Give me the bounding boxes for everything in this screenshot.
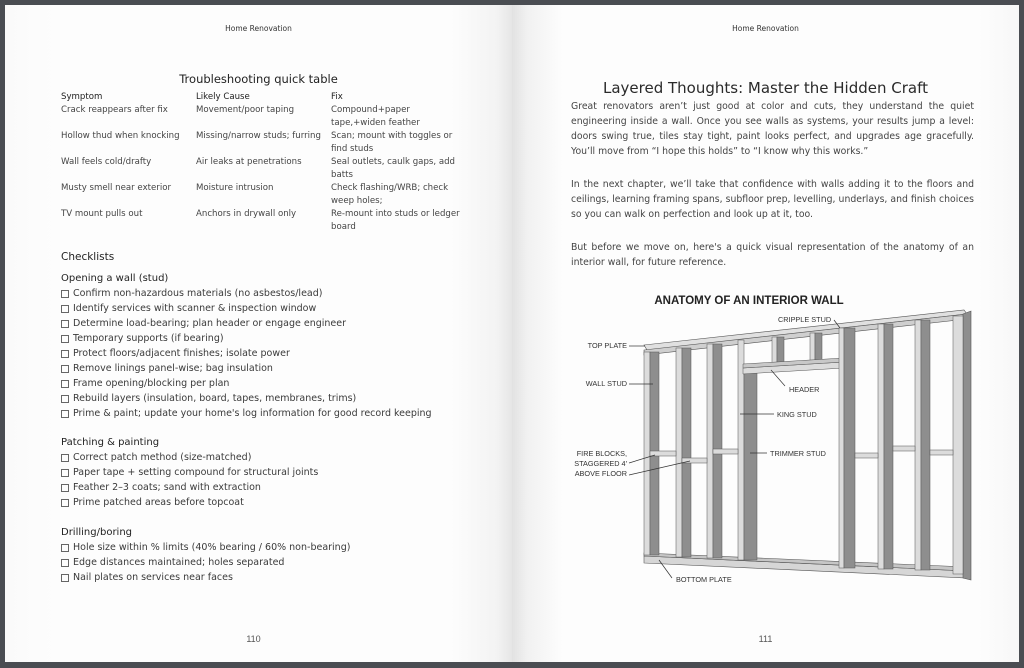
symptom-cell: Wall feels cold/drafty: [61, 157, 152, 167]
column-header-symptom: Symptom: [61, 92, 103, 102]
checklist-item-label: Feather 2–3 coats; sand with extraction: [73, 482, 261, 493]
paragraph: In the next chapter, we’ll take that confidence with walls adding it to the floors and ceilings, learning framing spans, subfloor prep, levelling, underlays, and finish choices so you can walk on perfection and look up at it, too.: [571, 179, 974, 220]
checklist-item: [61, 316, 481, 331]
checklist-item: [61, 540, 481, 555]
checklist-item-label: Determine load-bearing; plan header or engage engineer: [73, 318, 347, 329]
checklist-item: [61, 465, 481, 480]
checklist-item: [61, 376, 481, 391]
label-top-plate: TOP PLATE: [587, 341, 627, 350]
label-wall-stud: WALL STUD: [585, 379, 627, 388]
checklist-item: [61, 480, 481, 495]
checklist-item-label: Identify services with scanner & inspection window: [73, 303, 317, 314]
table-row: [61, 130, 471, 156]
symptom-cell: Crack reappears after fix: [61, 105, 168, 115]
checklists-heading: Checklists: [61, 251, 115, 263]
checklist-item-label: Nail plates on services near faces: [73, 572, 233, 583]
checkbox[interactable]: [61, 395, 69, 403]
fix-cell: Scan; mount with toggles or find studs: [331, 131, 453, 154]
checklist-item: [61, 346, 481, 361]
cause-cell: Anchors in drywall only: [196, 209, 297, 219]
label-bottom-plate: BOTTOM PLATE: [676, 575, 732, 584]
checklist-item: [61, 495, 481, 510]
checkbox[interactable]: [61, 574, 69, 582]
table-row: [61, 104, 471, 130]
checklist-item: [61, 391, 481, 406]
label-trimmer-stud: TRIMMER STUD: [770, 449, 826, 458]
checklist-subheading: Drilling/boring: [61, 527, 133, 538]
table-row: [61, 156, 471, 182]
checkbox[interactable]: [61, 320, 69, 328]
checklist-item-label: Frame opening/blocking per plan: [73, 378, 230, 389]
running-head-right: Home Renovation: [732, 24, 799, 33]
running-head-left: Home Renovation: [225, 24, 292, 33]
label-header: HEADER: [789, 385, 820, 394]
checklist-item: [61, 450, 481, 465]
checklist-drilling-boring: [61, 525, 481, 585]
checklist-item-label: Hole size within % limits (40% bearing / 60% non-bearing): [73, 542, 351, 553]
checklist-item: [61, 570, 481, 585]
checklist-item: [61, 555, 481, 570]
fix-cell: Check flashing/WRB; check weep holes;: [331, 183, 449, 206]
checkbox[interactable]: [61, 559, 69, 567]
right-page: [512, 5, 1019, 662]
cause-cell: Missing/narrow studs; furring: [196, 131, 321, 141]
checklist-item-label: Edge distances maintained; holes separated: [73, 557, 285, 568]
checkbox[interactable]: [61, 410, 69, 418]
column-header-fix: Fix: [331, 92, 343, 102]
diagram-title: ANATOMY OF AN INTERIOR WALL: [654, 295, 844, 307]
checklist-item-label: Prime patched areas before topcoat: [73, 497, 244, 508]
troubleshooting-table-title: Troubleshooting quick table: [179, 72, 338, 86]
checkbox[interactable]: [61, 469, 69, 477]
checkbox[interactable]: [61, 544, 69, 552]
checkbox[interactable]: [61, 305, 69, 313]
table-row: [61, 182, 471, 208]
wall-anatomy-diagram: [567, 288, 987, 598]
label-fire-blocks-line1: FIRE BLOCKS,: [576, 449, 627, 458]
checklist-subheading: Patching & painting: [61, 437, 160, 448]
label-king-stud: KING STUD: [777, 410, 817, 419]
checklist-opening-a-wall: [61, 271, 481, 421]
checklist-subheading: Opening a wall (stud): [61, 273, 169, 284]
cause-cell: Movement/poor taping: [196, 105, 295, 115]
cause-cell: Moisture intrusion: [196, 183, 274, 193]
table-row: [61, 208, 471, 234]
checklist-item: [61, 406, 481, 421]
label-cripple-stud: CRIPPLE STUD: [778, 315, 832, 324]
checkbox[interactable]: [61, 380, 69, 388]
checklist-item-label: Temporary supports (if bearing): [73, 333, 224, 344]
fix-cell: Re-mount into studs or ledger board: [331, 209, 460, 232]
label-fire-blocks-line3: ABOVE FLOOR: [574, 469, 627, 478]
checklist-item-label: Confirm non-hazardous materials (no asbestos/lead): [73, 288, 323, 299]
checklist-item-label: Prime & paint; update your home's log information for good record keeping: [73, 408, 432, 419]
checklist-item: [61, 361, 481, 376]
paragraph: But before we move on, here's a quick visual representation of the anatomy of an interior wall, for future reference.: [571, 242, 974, 268]
fix-cell: Compound+paper tape,+widen feather: [331, 105, 420, 128]
symptom-cell: TV mount pulls out: [61, 209, 143, 219]
column-header-likely-cause: Likely Cause: [196, 92, 250, 102]
checklist-patching-painting: [61, 435, 481, 510]
checklist-item-label: Remove linings panel-wise; bag insulation: [73, 363, 273, 374]
table-header-row: [61, 91, 471, 104]
wall-framing-illustration: [567, 288, 987, 598]
checklist-item: [61, 286, 481, 301]
checkbox[interactable]: [61, 484, 69, 492]
checklist-item-label: Protect floors/adjacent finishes; isolate power: [73, 348, 290, 359]
cause-cell: Air leaks at penetrations: [196, 157, 302, 167]
wall-studs: [644, 316, 963, 574]
checkbox[interactable]: [61, 350, 69, 358]
paragraph: Great renovators aren’t just good at color and cuts, they understand the quiet engineering inside a wall. Once you see walls as systems, your results jump a level: doors swing true, tiles stay tight, paint looks perfect, and upgrades age gracefully. You’ll move from “I hope this holds” to “I know why this works.”: [571, 101, 974, 157]
checklist-item: [61, 301, 481, 316]
checklist-item: [61, 331, 481, 346]
left-page: [5, 5, 512, 662]
checkbox[interactable]: [61, 335, 69, 343]
checklist-item-label: Paper tape + setting compound for structural joints: [73, 467, 319, 478]
label-fire-blocks-line2: STAGGERED 4': [574, 459, 627, 468]
symptom-cell: Musty smell near exterior: [61, 183, 172, 193]
checkbox[interactable]: [61, 290, 69, 298]
checkbox[interactable]: [61, 499, 69, 507]
checklist-item-label: Rebuild layers (insulation, board, tapes, membranes, trims): [73, 393, 357, 404]
symptom-cell: Hollow thud when knocking: [61, 131, 180, 141]
fix-cell: Seal outlets, caulk gaps, add batts: [331, 157, 456, 180]
book-spread: [5, 5, 1019, 662]
chapter-title: Layered Thoughts: Master the Hidden Craft: [602, 79, 928, 97]
checkbox[interactable]: [61, 365, 69, 373]
checklist-item-label: Correct patch method (size-matched): [73, 452, 252, 463]
page-number-left: 110: [246, 634, 261, 644]
troubleshooting-table: [61, 91, 471, 234]
page-number-right: 111: [758, 634, 773, 644]
checkbox[interactable]: [61, 454, 69, 462]
